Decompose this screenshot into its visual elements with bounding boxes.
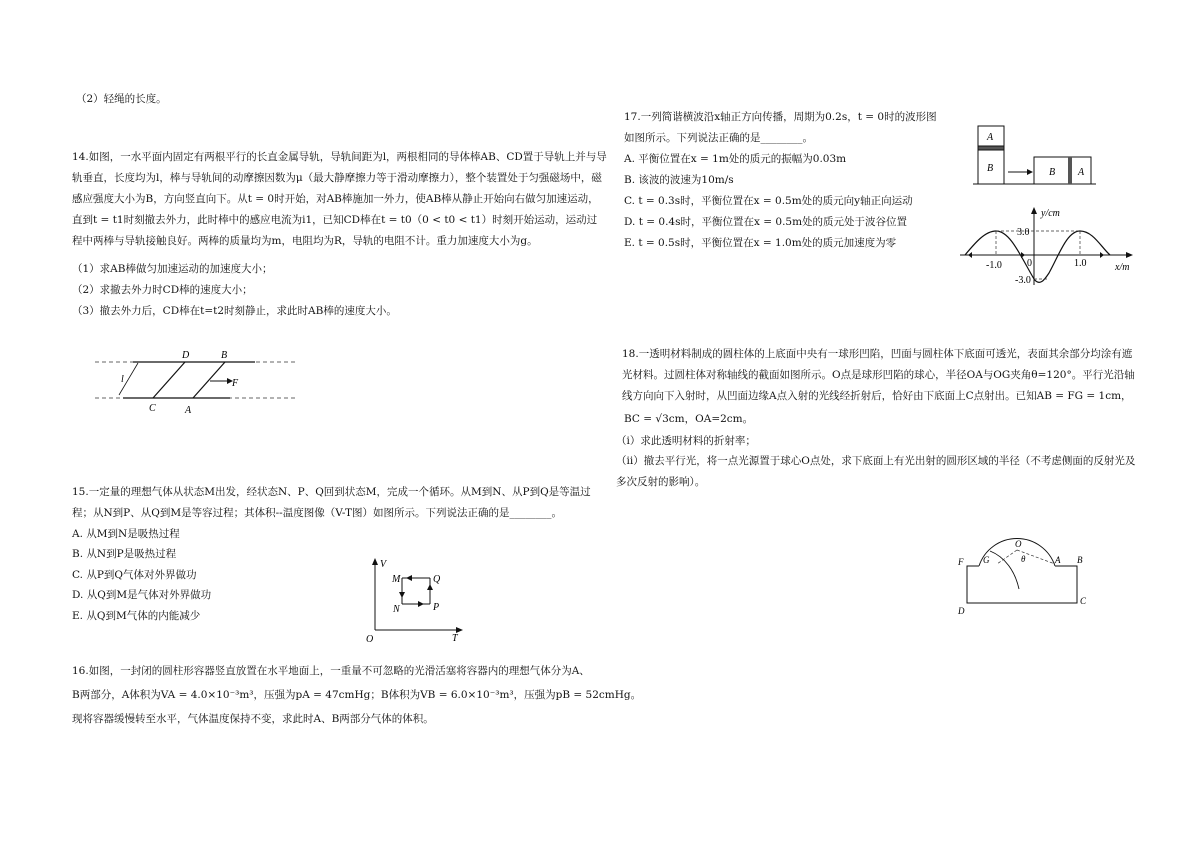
q16-line1: 16.如图，一封闭的圆柱形容器竖直放置在水平地面上，一重量不可忽略的光滑活塞将容器内的理想气体分为A、: [72, 665, 590, 677]
q16-line3: 现将容器缓慢转至水平，气体温度保持不变，求此时A、B两部分气体的体积。: [72, 713, 434, 725]
q17-option-b: B. 该波的波速为10m/s: [624, 174, 734, 186]
q14-label-A: A: [185, 405, 192, 416]
q13-part2: （2）轻绳的长度。: [76, 93, 167, 105]
q14-part2: （2）求撤去外力时CD棒的速度大小；: [72, 284, 253, 296]
q14-label-B: B: [221, 350, 228, 361]
q15-label-n: N: [393, 604, 400, 615]
q17-option-a: A. 平衡位置在x = 1m处的质元的振幅为0.03m: [624, 153, 847, 165]
q18-label-f: F: [958, 557, 964, 567]
q18-label-a: A: [1055, 555, 1061, 565]
q17-tick-y-bottom: -3.0: [1015, 275, 1031, 286]
q17-label-a-horizontal: A: [1078, 167, 1085, 178]
q15-option-e: E. 从Q到M气体的内能减少: [72, 610, 201, 622]
q17-option-e: E. t = 0.5s时，平衡位置在x = 1.0m处的质元加速度为零: [624, 237, 897, 249]
q17-piston-figure: [968, 120, 1103, 192]
q17-tick-x-neg: -1.0: [986, 260, 1002, 271]
q16-line2: B两部分，A体积为VA = 4.0×10⁻³m³，压强为pA = 47cmHg；B体积为VB = 6.0×10⁻³m³，压强为pB = 52cmHg。: [72, 689, 642, 701]
q17-option-c: C. t = 0.3s时，平衡位置在x = 0.5m处的质元向y轴正向运动: [624, 195, 913, 207]
q18-part-i: （i）求此透明材料的折射率；: [616, 435, 756, 447]
q17-option-d: D. t = 0.4s时，平衡位置在x = 0.5m处的质元处于波谷位置: [624, 216, 908, 228]
q18-label-g: G: [983, 555, 990, 565]
q17-line2: 如图所示。下列说法正确的是________。: [624, 132, 813, 144]
q14-part1: （1）求AB棒做匀加速运动的加速度大小；: [72, 263, 273, 275]
q15-option-a: A. 从M到N是吸热过程: [72, 528, 180, 540]
q14-figure: [95, 345, 305, 425]
q18-bc-line: BC = √3cm，OA=2cm。: [624, 413, 754, 425]
q15-figure: [362, 556, 472, 646]
q17-wave-curve: [965, 231, 1110, 282]
q18-label-b: B: [1077, 555, 1083, 565]
q17-label-b-vertical: B: [987, 163, 994, 174]
q15-axis-t: T: [452, 633, 458, 644]
q15-origin: O: [366, 634, 374, 645]
q17-tick-x-zero: 0: [1027, 258, 1032, 269]
q17-label-a-vertical: A: [987, 132, 994, 143]
q18-figure: [955, 537, 1095, 617]
q17-axis-y: y/cm: [1041, 208, 1060, 219]
q15-label-q: Q: [433, 574, 441, 585]
q14-part3: （3）撤去外力后，CD棒在t=t2时刻静止，求此时AB棒的速度大小。: [72, 305, 397, 317]
q14-label-F: F: [232, 378, 239, 389]
q15-option-c: C. 从P到Q气体对外界做功: [72, 569, 197, 581]
q15-stem: 15.一定量的理想气体从状态M出发，经状态N、P、Q回到状态M，完成一个循环。从M到N、从P到Q是等温过程；从N到P、从Q到M是等容过程；其体积--温度图像（V-T图）如图所示。下列说法正确的是________。: [72, 486, 591, 519]
q18-label-c: C: [1080, 596, 1087, 606]
q17-tick-y-top: 3.0: [1017, 227, 1030, 238]
q18-stem: 18.一透明材料制成的圆柱体的上底面中央有一球形凹陷，凹面与圆柱体下底面可透光，表面其余部分均涂有遮光材料。过圆柱体对称轴线的截面如图所示。O点是球形凹陷的球心，半径OA与OG夹角θ=120°。平行光沿轴线方向向下入射时，从凹面边缘A点入射的光线经折射后，恰好由下底面上C点射出。已知AB = FG = 1cm，: [622, 348, 1135, 402]
q17-line1: 17.一列简谐横波沿x轴正方向传播，周期为0.2s，t = 0时的波形图: [624, 111, 937, 123]
q18-part-ii: （ii）撤去平行光，将一点光源置于球心O点处，求下底面上有光出射的圆形区域的半径（不考虑侧面的反射光及多次反射的影响）。: [616, 455, 1136, 488]
q18-label-d: D: [958, 606, 965, 616]
q14-label-C: C: [149, 403, 156, 414]
q15-axis-v: V: [380, 559, 387, 570]
q14-stem: 14.如图，一水平面内固定有两根平行的长直金属导轨，导轨间距为l，两根相同的导体棒AB、CD置于导轨上并与导轨垂直，长度均为l，棒与导轨间的动摩擦因数为μ（最大静摩擦力等于滑动摩擦力），整个装置处于匀强磁场中，磁感应强度大小为B，方向竖直向下。从t = 0时开始，对AB棒施加一外力，使AB棒从静止开始向右做匀加速运动，直到t = t1时刻撤去外力，此时棒中的感应电流为i1，已知CD棒在t = t0（0 < t0 < t1）时刻开始运动，运动过程中两棒与导轨接触良好。两棒的质量均为m，电阻均为R，导轨的电阻不计。重力加速度大小为g。: [72, 151, 607, 247]
q17-label-b-horizontal: B: [1049, 167, 1056, 178]
q14-label-l: l: [121, 374, 124, 385]
q15-label-m: M: [392, 574, 401, 585]
q15-option-b: B. 从N到P是吸热过程: [72, 548, 177, 560]
q17-wave-figure: [955, 203, 1140, 288]
q14-label-D: D: [182, 350, 190, 361]
q17-tick-x-pos: 1.0: [1074, 258, 1087, 269]
q18-label-o: O: [1015, 539, 1022, 549]
q17-axis-x: x/m: [1115, 262, 1130, 273]
q15-option-d: D. 从Q到M是气体对外界做功: [72, 589, 212, 601]
q18-label-theta: θ: [1021, 554, 1026, 564]
q15-label-p: P: [433, 602, 440, 613]
